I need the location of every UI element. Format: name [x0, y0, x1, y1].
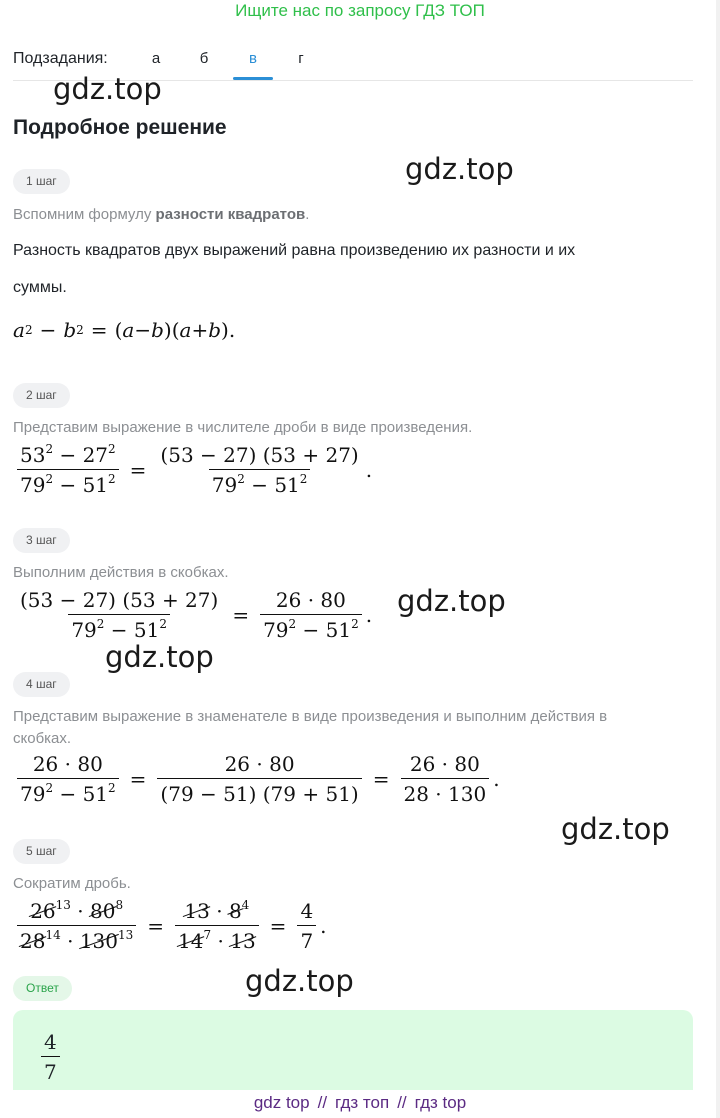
formula: $\frac{26^{13} \cdot 80^8}{28^{14} \cdot 130^{13}}$ = $\frac{13 \cdot 8^4}{14^7 \cdot 13}$ = $\frac{4}{7}$ . [13, 899, 327, 953]
page-title: Подробное решение [13, 116, 227, 139]
watermark: gdz.top [561, 812, 670, 846]
footer-links: gdz top // гдз топ // гдз top [253, 1093, 467, 1112]
answer-badge: Ответ [13, 976, 72, 1001]
formula: a 2 − b 2 = ( a − b )( a + b ). [13, 318, 236, 342]
tab-b[interactable]: б [199, 50, 209, 67]
formula: $\frac{(53 - 27) (53 + 27)}{79^2 - 51^2}$ = $\frac{26 \cdot 80}{79^2 - 51^2}$ . [20, 588, 373, 642]
watermark: gdz.top [105, 640, 214, 674]
step-hint: Представим выражение в знаменателе в виде произведения и выполним действия в [13, 708, 608, 725]
step-text: суммы. [13, 279, 67, 296]
formula: $\frac{26 \cdot 80}{79^2 - 51^2}$ = $\frac{26 \cdot 80}{(79 - 51) (79 + 51)}$ = $\frac{26 \cdot 80}{28 \cdot 130}$ . [13, 752, 500, 806]
step-badge: 1 шаг [13, 169, 70, 194]
watermark: gdz.top [53, 72, 162, 106]
answer-fraction: $\frac{4}{7}$ [41, 1030, 60, 1084]
scrollbar[interactable] [716, 0, 720, 1118]
search-banner: Ищите нас по запросу ГДЗ ТОП [235, 1, 485, 20]
tab-g[interactable]: г [298, 50, 304, 67]
active-tab-indicator [233, 77, 273, 80]
watermark: gdz.top [397, 584, 506, 618]
step-text: Разность квадратов двух выражений равна произведению их разности и их [13, 242, 576, 259]
step-hint: скобках. [13, 730, 72, 747]
tab-a[interactable]: а [151, 50, 161, 67]
footer-link[interactable]: гдз топ [335, 1093, 390, 1112]
subtasks-label: Подзадания: [13, 50, 108, 67]
formula: $\frac{53^2 - 27^2}{79^2 - 51^2}$ = $\frac{(53 - 27) (53 + 27)}{79^2 - 51^2}$ . [13, 443, 372, 497]
tab-v[interactable]: в [249, 50, 257, 67]
footer-link[interactable]: gdz top [253, 1093, 310, 1112]
step-badge: 3 шаг [13, 528, 70, 553]
answer-box [13, 1010, 693, 1090]
watermark: gdz.top [405, 152, 514, 186]
step-hint: Выполним действия в скобках. [13, 564, 229, 581]
step-hint: Сократим дробь. [13, 875, 131, 892]
step-badge: 2 шаг [13, 383, 70, 408]
step-badge: 5 шаг [13, 839, 70, 864]
watermark: gdz.top [245, 964, 354, 998]
step-hint: Представим выражение в числителе дроби в виде произведения. [13, 419, 473, 436]
footer-link[interactable]: гдз top [414, 1093, 467, 1112]
step-badge: 4 шаг [13, 672, 70, 697]
step-hint: Вспомним формулу разности квадратов. [13, 206, 310, 223]
